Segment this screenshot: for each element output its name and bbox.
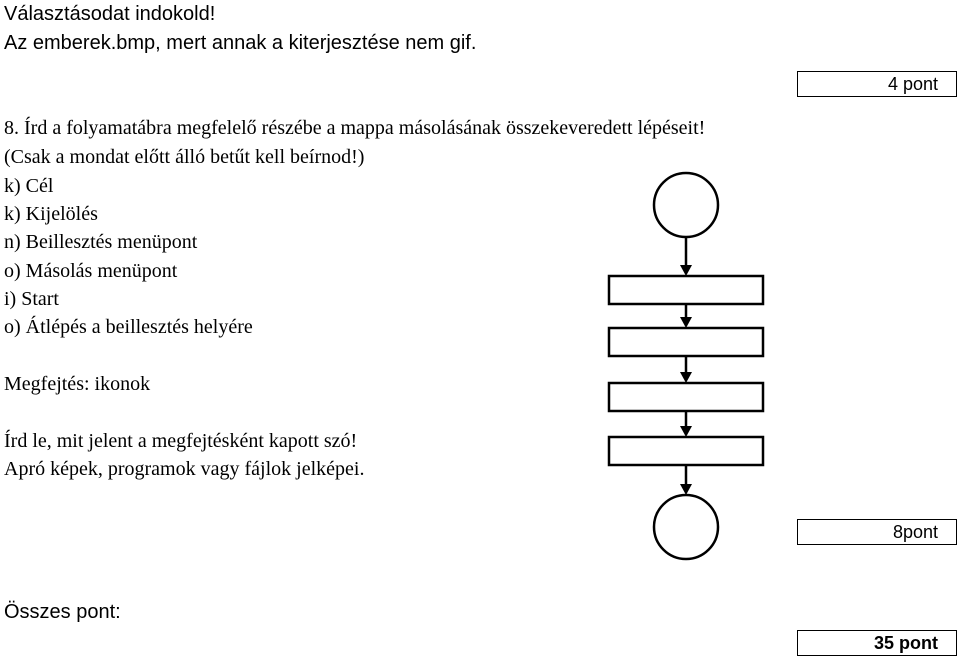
solution-label: Megfejtés: ikonok <box>4 373 151 395</box>
flowchart-arrowhead <box>680 484 692 495</box>
step-item: k) Kijelölés <box>4 203 98 225</box>
step-item: k) Cél <box>4 175 54 197</box>
total-points-label: Összes pont: <box>4 601 121 623</box>
step-item: n) Beillesztés menüpont <box>4 231 198 253</box>
points-box-4: 4 pont <box>797 71 957 97</box>
flowchart-arrowhead <box>680 317 692 328</box>
points-box-8: 8pont <box>797 519 957 545</box>
flowchart-start-circle <box>654 173 718 237</box>
flowchart-end-circle <box>654 495 718 559</box>
question-8-note: (Csak a mondat előtt álló betűt kell beírnod!) <box>4 146 365 168</box>
points-box-35: 35 pont <box>797 630 957 656</box>
step-item: o) Másolás menüpont <box>4 260 178 282</box>
flowchart-step-box <box>609 328 763 356</box>
flowchart-step-box <box>609 383 763 411</box>
answer-justification-text: Az emberek.bmp, mert annak a kiterjesztése nem gif. <box>4 32 477 54</box>
flowchart-arrowhead <box>680 265 692 276</box>
flowchart-arrowhead <box>680 372 692 383</box>
answer-justification-prompt: Választásodat indokold! <box>4 3 216 25</box>
flowchart-arrowhead <box>680 426 692 437</box>
flowchart-step-box <box>609 276 763 304</box>
step-item: i) Start <box>4 288 59 310</box>
step-item: o) Átlépés a beillesztés helyére <box>4 316 253 338</box>
flowchart-step-box <box>609 437 763 465</box>
question-8-title: 8. Írd a folyamatábra megfelelő részébe a mappa másolásának összekeveredett lépéseit! <box>4 117 706 139</box>
meaning-question: Írd le, mit jelent a megfejtésként kapott szó! <box>4 430 358 452</box>
meaning-answer: Apró képek, programok vagy fájlok jelképei. <box>4 458 365 480</box>
